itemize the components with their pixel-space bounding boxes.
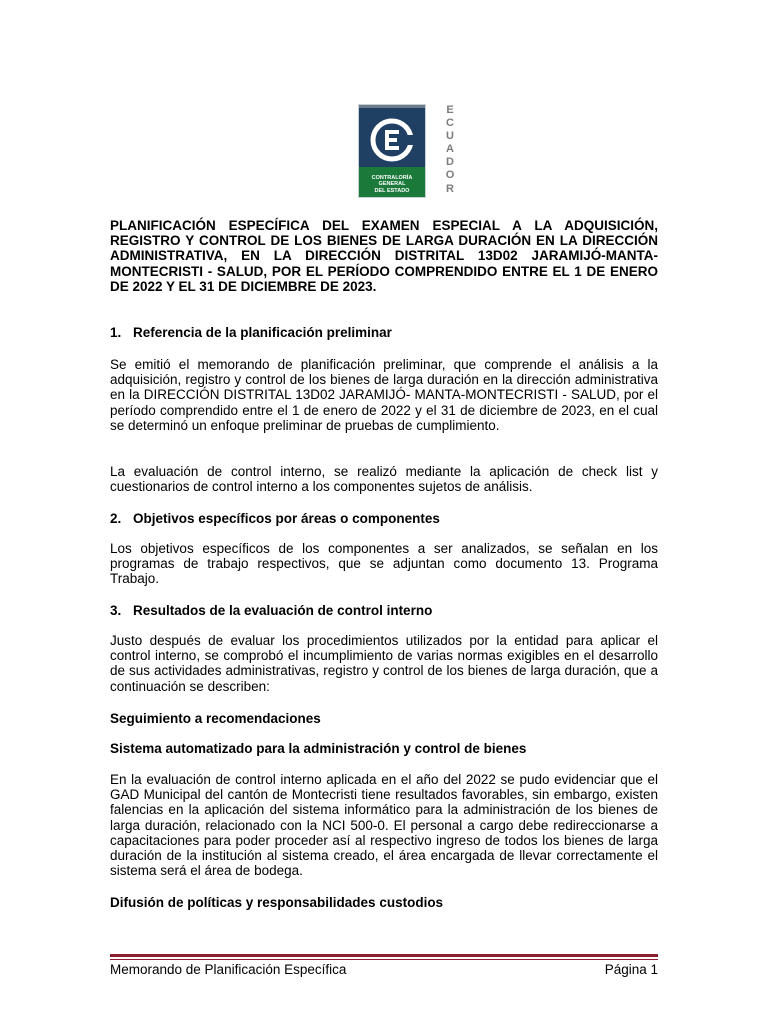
country-vertical-text: E C U A D O R: [445, 104, 455, 195]
subheading-seguimiento: Seguimiento a recomendaciones: [110, 711, 321, 726]
section-3-paragraph-1: Justo después de evaluar los procedimientos utilizados por la entidad para aplicar el control interno, se comprobó el incumplimiento de varias normas exigibles en el desarrollo de sus actividades administrativas, registro y control de los bienes de larga duración, que a continuación se describen:: [110, 633, 658, 694]
cge-logo: [358, 104, 458, 198]
section-1-title: Referencia de la planificación preliminar: [133, 325, 392, 340]
section-2-heading: [110, 511, 658, 526]
footer-document-name: Memorando de Planificación Específica: [110, 962, 347, 977]
section-3-number: 3.: [110, 603, 122, 618]
subheading-difusion: Difusión de políticas y responsabilidades custodios: [110, 895, 444, 910]
section-3-paragraph-2: En la evaluación de control interno aplicada en el año del 2022 se pudo evidenciar que el GAD Municipal del cantón de Montecristi tiene resultados favorables, sin embargo, existen falencias en la aplicación del sistema informático para la administración de los bienes de larga duración, relacionado con la NCI 500-0. El personal a cargo debe redireccionarse a capacitaciones para poder proceder así al respectivo ingreso de todos los bienes de larga duración de la institución al sistema creado, el área encargada de llevar correctamente el sistema será el área de bodega.: [110, 772, 658, 879]
section-1-number: 1.: [110, 325, 122, 340]
section-2-number: 2.: [110, 511, 122, 526]
footer-divider: [110, 954, 658, 960]
section-2-paragraph-1: Los objetivos específicos de los componentes a ser analizados, se señalan en los programas de trabajo respectivos, que se adjuntan como documento 13. Programa Trabajo.: [110, 541, 658, 587]
section-1-heading: [110, 325, 658, 340]
contraloria-seal: [358, 104, 426, 198]
section-2-title: Objetivos específicos por áreas o componentes: [133, 511, 440, 526]
seal-text: CONTRALORÍA GENERAL DEL ESTADO: [371, 174, 413, 194]
section-1-paragraph-2: La evaluación de control interno, se realizó mediante la aplicación de check list y cuestionarios de control interno a los componentes sujetos de análisis.: [110, 464, 658, 495]
section-3-heading: [110, 603, 658, 618]
document-title: PLANIFICACIÓN ESPECÍFICA DEL EXAMEN ESPECIAL A LA ADQUISICIÓN, REGISTRO Y CONTROL DE LOS BIENES DE LARGA DURACIÓN EN LA DIRECCIÓN ADMINISTRATIVA, EN LA DIRECCIÓN DISTRITAL 13D02 JARAMIJÓ-MANTA- MONTECRISTI - SALUD, POR EL PERÍODO COMPRENDIDO ENTRE EL 1 DE ENERO DE 2022 Y EL 31 DE DICIEMBRE DE 2023.: [110, 218, 658, 294]
footer-page-number: Página 1: [604, 962, 658, 977]
section-3-title: Resultados de la evaluación de control interno: [133, 603, 433, 618]
section-1-paragraph-1: Se emitió el memorando de planificación preliminar, que comprende el análisis a la adquisición, registro y control de los bienes de larga duración en la dirección administrativa en la DIRECCIÓN DISTRITAL 13D02 JARAMIJÓ- MANTA-MONTECRISTI - SALUD, por el período comprendido entre el 1 de enero de 2022 y el 31 de diciembre de 2023, en el cual se determinó un enfoque preliminar de pruebas de cumplimiento.: [110, 357, 658, 433]
cge-emblem-icon: [365, 113, 419, 167]
subheading-sistema-automatizado: Sistema automatizado para la administración y control de bienes: [110, 741, 527, 756]
